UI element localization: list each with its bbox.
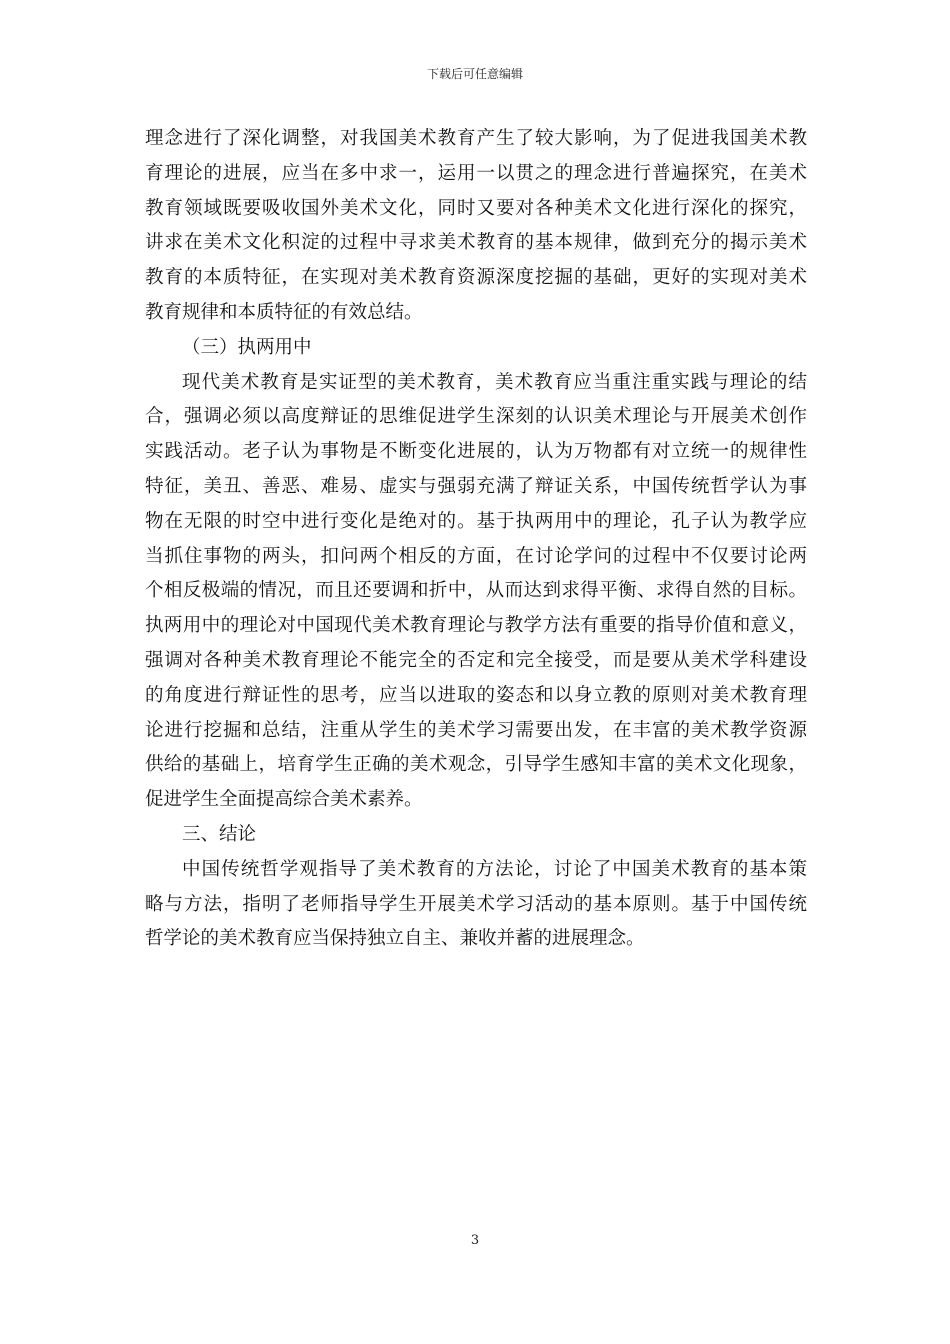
paragraph [145, 366, 807, 818]
text-line: 教育规律和本质特征的有效总结。 [145, 301, 423, 323]
text-line: 特征，美丑、善恶、难易、虚实与强弱充满了辩证关系，中国传统哲学认为事 [145, 475, 807, 497]
text-line: 讲求在美术文化积淀的过程中寻求美术教育的基本规律，做到充分的揭示美术 [145, 232, 807, 254]
section-heading: （三）执两用中 [182, 336, 312, 358]
text-line: 育理论的进展，应当在多中求一，运用一以贯之的理念进行普遍探究，在美术 [145, 162, 807, 184]
text-line: 理念进行了深化调整，对我国美术教育产生了较大影响，为了促进我国美术教 [145, 128, 807, 149]
text-line: 论进行挖掘和总结，注重从学生的美术学习需要出发，在丰富的美术教学资源 [145, 719, 807, 741]
page-header: 下载后可任意编辑 [426, 67, 523, 81]
text-line: 略与方法，指明了老师指导学生开展美术学习活动的基本原则。基于中国传统 [145, 893, 807, 915]
text-line: 执两用中的理论对中国现代美术教育理论与教学方法有重要的指导价值和意义， [145, 615, 807, 637]
text-line: 强调对各种美术教育理论不能完全的否定和完全接受，而是要从美术学科建设 [145, 649, 807, 671]
section-heading: 三、结论 [182, 823, 257, 845]
text-line: 供给的基础上，培育学生正确的美术观念，引导学生感知丰富的美术文化现象， [145, 754, 807, 776]
text-line: 中国传统哲学观指导了美术教育的方法论，讨论了中国美术教育的基本策 [182, 858, 807, 880]
text-line: 个相反极端的情况，而且还要调和折中，从而达到求得平衡、求得自然的目标。 [145, 580, 807, 602]
text-line: 的角度进行辩证性的思考，应当以进取的姿态和以身立教的原则对美术教育理 [145, 684, 807, 706]
text-line: 当抓住事物的两头，扣问两个相反的方面，在讨论学问的过程中不仅要讨论两 [145, 545, 807, 567]
text-line: 教育的本质特征，在实现对美术教育资源深度挖掘的基础，更好的实现对美术 [145, 267, 807, 289]
text-line: 物在无限的时空中进行变化是绝对的。基于执两用中的理论，孔子认为教学应 [145, 510, 807, 532]
text-line: 教育领域既要吸收国外美术文化，同时又要对各种美术文化进行深化的探究， [145, 197, 807, 219]
text-line: 合，强调必须以高度辩证的思维促进学生深刻的认识美术理论与开展美术创作 [145, 406, 807, 428]
text-line: 哲学论的美术教育应当保持独立自主、兼收并蓄的进展理念。 [145, 928, 645, 950]
paragraph [145, 853, 807, 957]
document-body [145, 122, 807, 957]
text-line: 促进学生全面提高综合美术素养。 [145, 789, 423, 811]
page-number: 3 [470, 1233, 480, 1248]
paragraph [145, 122, 807, 331]
text-line: 实践活动。老子认为事物是不断变化进展的，认为万物都有对立统一的规律性 [145, 441, 807, 463]
text-line: 现代美术教育是实证型的美术教育，美术教育应当重注重实践与理论的结 [182, 371, 807, 393]
